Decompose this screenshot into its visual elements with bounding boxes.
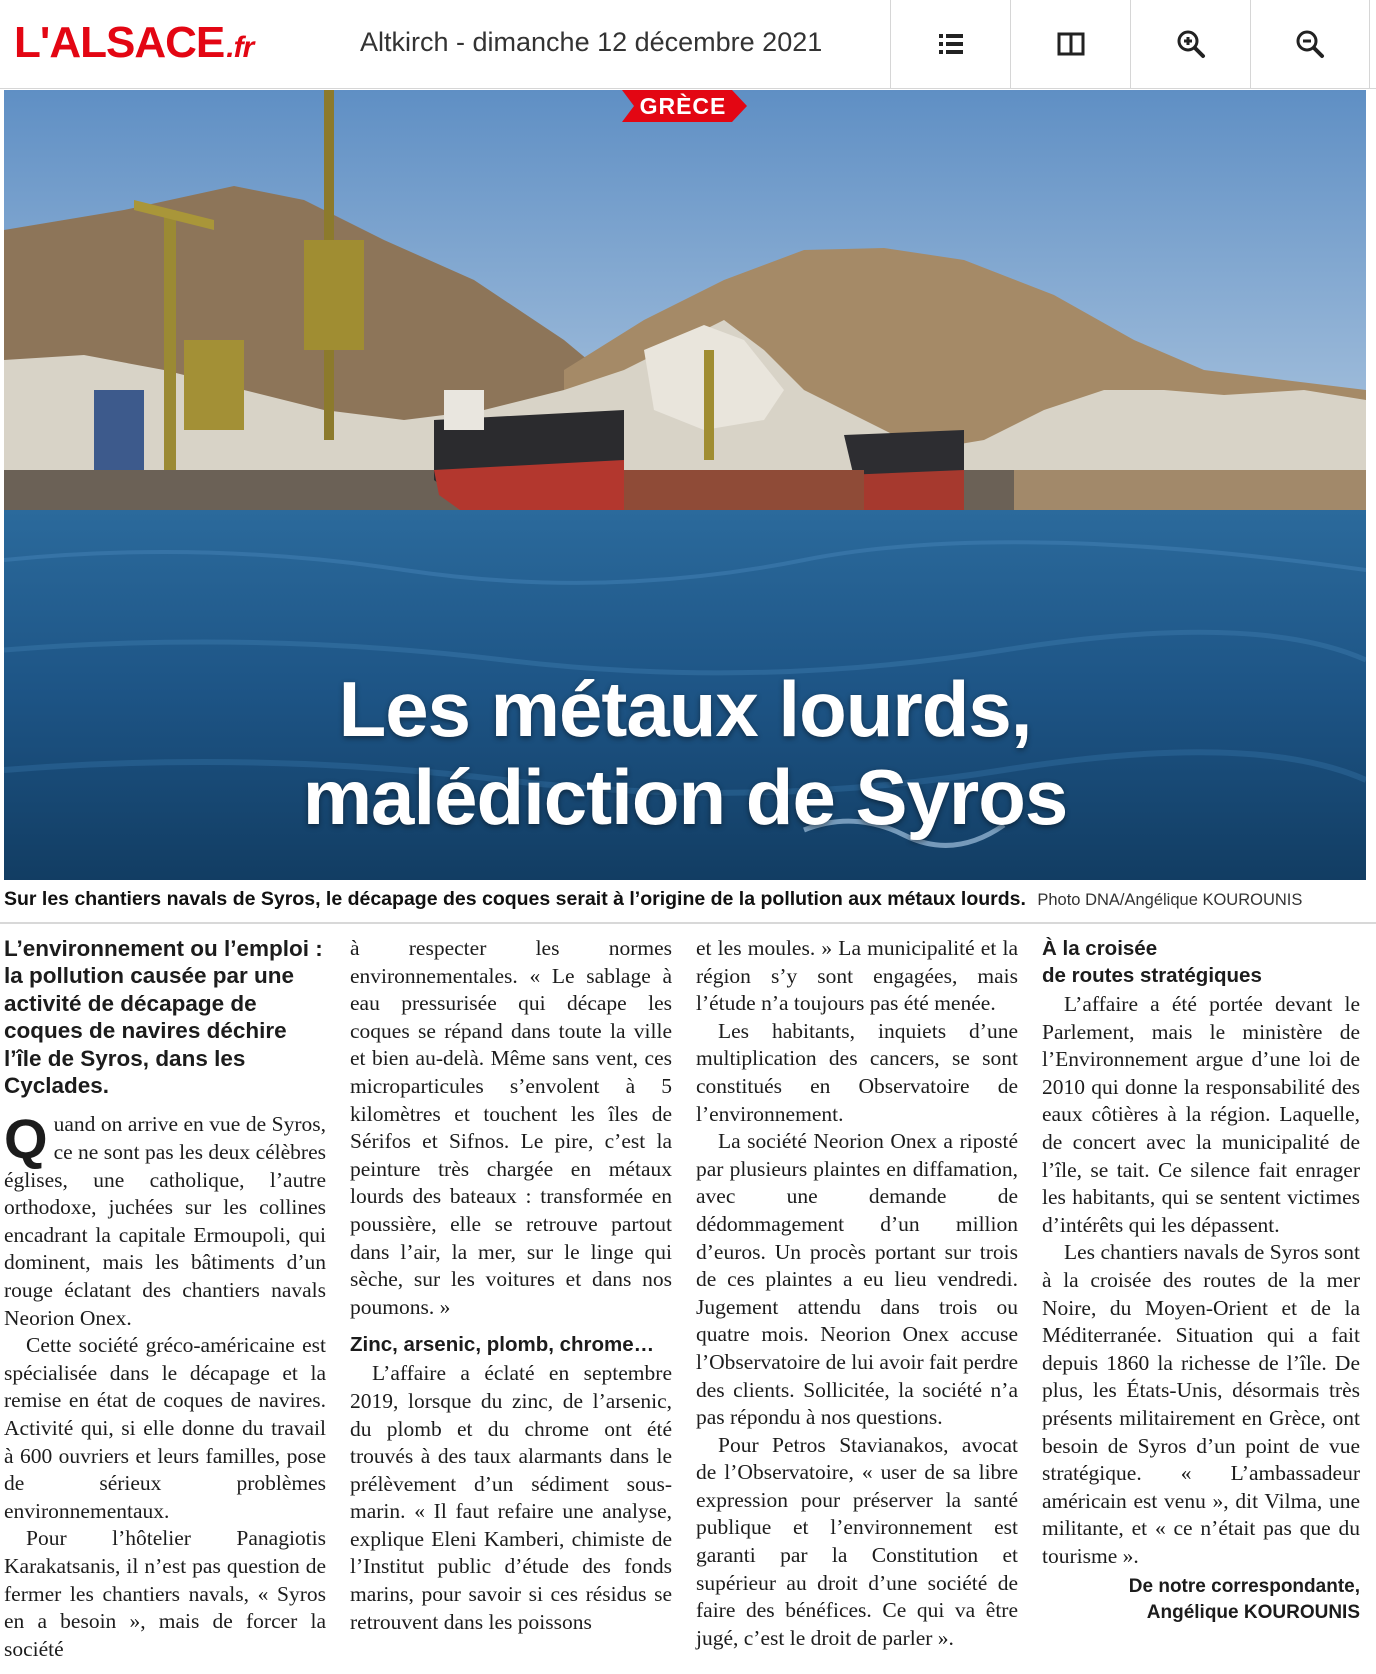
paragraph: et les moules. » La municipalité et la région s’y sont engagées, mais l’étude n’a toujours pas été menée. (696, 936, 1018, 1016)
kicker-label: GRÈCE (639, 93, 727, 119)
logo-suffix: .fr (226, 31, 254, 64)
zoom-in-icon (1175, 28, 1207, 60)
column-3 (696, 935, 1018, 1652)
caption-text: Sur les chantiers navals de Syros, le décapage des coques serait à l’origine de la pollution aux métaux lourds. (4, 888, 1026, 910)
paragraph: La société Neorion Onex a riposté par plusieurs plaintes en diffamation, avec une demande de dédommagement d’un million d’euros. Un procès portant sur trois de ces plaintes a eu lieu vendredi. Jugement attendu dans trois ou quatre mois. Neorion Onex accuse l’Observatoire de lui avoir fait perdre des clients. Sollicitée, la société n’a pas répondu à nos questions. (696, 1129, 1018, 1430)
article-title (4, 665, 1366, 841)
paragraph: Les chantiers navals de Syros sont à la croisée des routes de la mer Noire, du Moyen-Orient et de la Méditerranée. Situation qui a fait depuis 1860 la richesse de l’île. De plus, les États-Unis, désormais très présents militairement en Grèce, ont besoin de Syros d’un point de vue stratégique. « L’ambassadeur américain est venu », dit Vilma, une militante, et « ce n’était pas que du tourisme ». (1042, 1240, 1360, 1568)
paragraph: Pour l’hôtelier Panagiotis Karakatsanis, il n’est pas question de fermer les chantiers navals, « Syros en a besoin », mais de forcer la société (4, 1526, 326, 1661)
book-icon (1055, 28, 1087, 60)
edition-date: Altkirch - dimanche 12 décembre 2021 (360, 27, 823, 57)
byline-line-1: De notre correspondante, (1128, 1576, 1360, 1598)
intertitle: Zinc, arsenic, plomb, chrome… (350, 1333, 655, 1357)
paragraph: Cette société gréco-américaine est spécialisée dans le décapage et la remise en état de coques de navires. Activité qui, si elle donne du travail à 600 ouvriers et leurs familles, pose de sérieux problèmes environnementaux. (4, 1333, 326, 1523)
photo-caption (4, 884, 1372, 914)
article-lead: L’environnement ou l’emploi : la pollution causée par une activité de décapage de coques de navires déchire l’île de Syros, dans les Cyclades. (4, 936, 323, 1099)
column-2 (350, 935, 672, 1636)
byline (1042, 1574, 1360, 1626)
divider (0, 922, 1376, 924)
top-bar (0, 0, 1376, 89)
byline-author: Angélique KOUROUNIS (1146, 1602, 1360, 1624)
column-4 (1042, 935, 1360, 1626)
title-line-1: Les métaux lourds, (338, 665, 1032, 753)
list-icon (935, 28, 967, 60)
article-photo (4, 90, 1366, 880)
zoom-out-button[interactable] (1250, 0, 1370, 88)
site-logo[interactable] (14, 18, 253, 68)
summary-button[interactable] (890, 0, 1011, 88)
intertitle-line-2: de routes stratégiques (1042, 964, 1262, 987)
paragraph: L’affaire a éclaté en septembre 2019, lorsque du zinc, de l’arsenic, du plomb et du chrome ont été trouvés à des taux alarmants dans le prélèvement d’un sédiment sous-marin. « Il faut refaire une analyse, explique Eleni Kamberi, chimiste de l’Institut public d’étude des fonds marins, pour savoir si ces résidus se retrouvent dans les poissons (350, 1361, 672, 1634)
title-line-2: malédiction de Syros (302, 753, 1068, 841)
paragraph: L’affaire a été portée devant le Parlement, mais le ministère de l’Environnement argue d’une loi de 2010 qui donne la responsabilité des eaux côtières à la région. Laquelle, de concert avec la municipalité de l’île, se tait. Ce silence fait enrager les habitants, qui se sentent victimes d’intérêts qui les dépassent. (1042, 992, 1360, 1237)
drop-cap: Q (4, 1107, 48, 1171)
logo-main: L'ALSACE (14, 18, 225, 67)
paragraph: Pour Petros Stavianakos, avocat de l’Observatoire, « user de sa libre expression pour préserver la santé publique et l’environnement est garanti par la Constitution et supérieur au droit d’une société de faire des bénéfices. Ce qui va être jugé, c’est le droit de parler ». (696, 1432, 1018, 1650)
zoom-out-icon (1294, 28, 1326, 60)
page-view-button[interactable] (1010, 0, 1131, 88)
zoom-in-button[interactable] (1130, 0, 1251, 88)
intertitle (1042, 935, 1360, 989)
column-1 (4, 935, 326, 1663)
photo-credit: Photo DNA/Angélique KOUROUNIS (1037, 891, 1303, 909)
section-kicker (622, 90, 747, 122)
paragraph (4, 1107, 326, 1332)
intertitle-line-1: À la croisée (1042, 937, 1158, 960)
paragraph: à respecter les normes environnementales. « Le sablage à eau pressurisée qui décape les coques se répand dans toute la ville et bien au-delà. Même sans vent, ces microparticules s’envolent à 5 kilomètres et touchent les îles de Sérifos et Sifnos. Le pire, c’est la peinture très chargée en métaux lourds des bateaux : transformée en poussière, elle se retrouve partout dans l’air, la mer, sur le linge qui sèche, sur les voitures et dans nos poumons. » (350, 936, 672, 1319)
paragraph: Les habitants, inquiets d’une multiplication des cancers, se sont constitués en Observatoire de l’environnement. (696, 1018, 1018, 1126)
paragraph-text: uand on arrive en vue de Syros, ce ne sont pas les deux célèbres églises, une catholique, l’autre orthodoxe, juchées sur les collines encadrant la capitale Ermoupoli, qui dominent, mais les bâtiments d’un rouge éclatant des chantiers navals Neorion Onex. (4, 1112, 326, 1330)
